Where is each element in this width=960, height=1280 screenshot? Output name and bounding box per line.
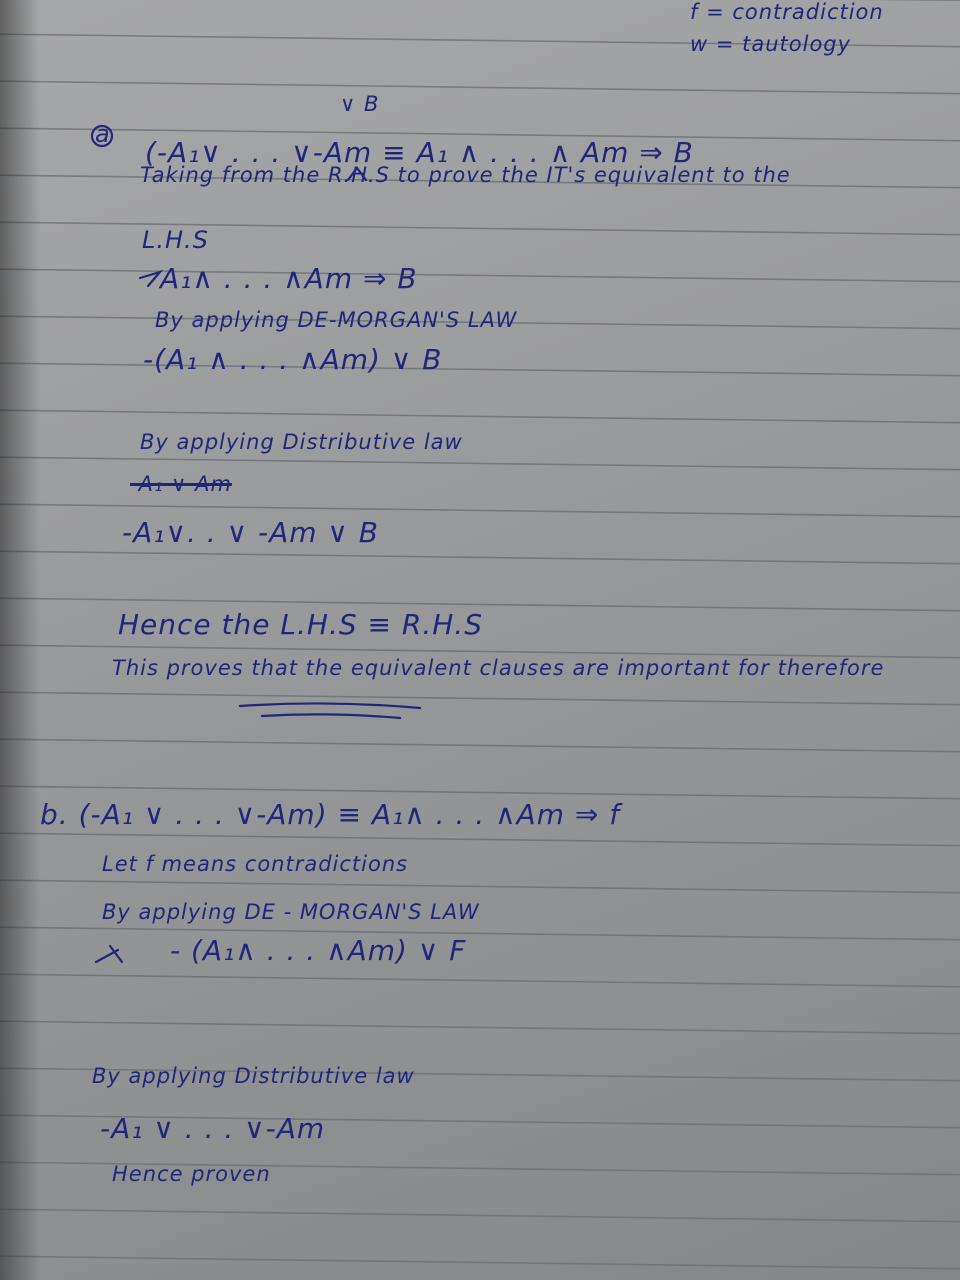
scribble-mark [96, 946, 122, 962]
part-a-conclusion: Hence the L.H.S ≡ R.H.S [118, 608, 483, 641]
part-a-circle-mark [92, 126, 112, 146]
header-note-line-2: w = tautology [690, 32, 852, 56]
part-b-step-1: - (A₁∧ . . . ∧Am) ∨ F [170, 934, 467, 967]
part-a-intro-1: Taking from the R.H.S to prove the IT's equivalent to the [140, 163, 791, 187]
part-b-let-line: Let f means contradictions [102, 852, 409, 876]
part-a-intro-2: L.H.S [142, 226, 209, 254]
part-b-method-2: By applying Distributive law [92, 1064, 415, 1088]
part-a-method-1: By applying DE-MORGAN'S LAW [155, 308, 518, 332]
underline-mark-1 [240, 703, 420, 708]
part-a-method-2: By applying Distributive law [140, 430, 463, 454]
part-b-conclusion: Hence proven [112, 1162, 271, 1186]
header-note-line-1: f = contradiction [690, 0, 884, 24]
part-b-step-2: -A₁ ∨ . . . ∨-Am [100, 1112, 326, 1145]
part-a-equation: (-A₁∨ . . . ∨-Am ≡ A₁ ∧ . . . ∧ Am ⇒ B [145, 136, 694, 169]
part-a-struck-line: -A₁ ∨ Am [130, 472, 232, 496]
part-b-method-1: By applying DE - MORGAN'S LAW [102, 900, 480, 924]
part-a-step-2: -(A₁ ∧ . . . ∧Am) ∨ B [143, 343, 443, 376]
insert-caret-mark [348, 168, 366, 180]
part-a-remark: This proves that the equivalent clauses are important for therefore [112, 656, 885, 680]
part-a-step-1: A₁∧ . . . ∧Am ⇒ B [160, 262, 418, 295]
arrow-mark [140, 272, 160, 286]
underline-mark-2 [262, 714, 400, 718]
part-b-equation: b. (-A₁ ∨ . . . ∨-Am) ≡ A₁∧ . . . ∧Am ⇒ f [40, 798, 621, 831]
part-a-label: a [95, 120, 111, 148]
part-a-insert: ∨ B [340, 92, 380, 116]
part-a-step-3: -A₁∨. . ∨ -Am ∨ B [122, 516, 380, 549]
